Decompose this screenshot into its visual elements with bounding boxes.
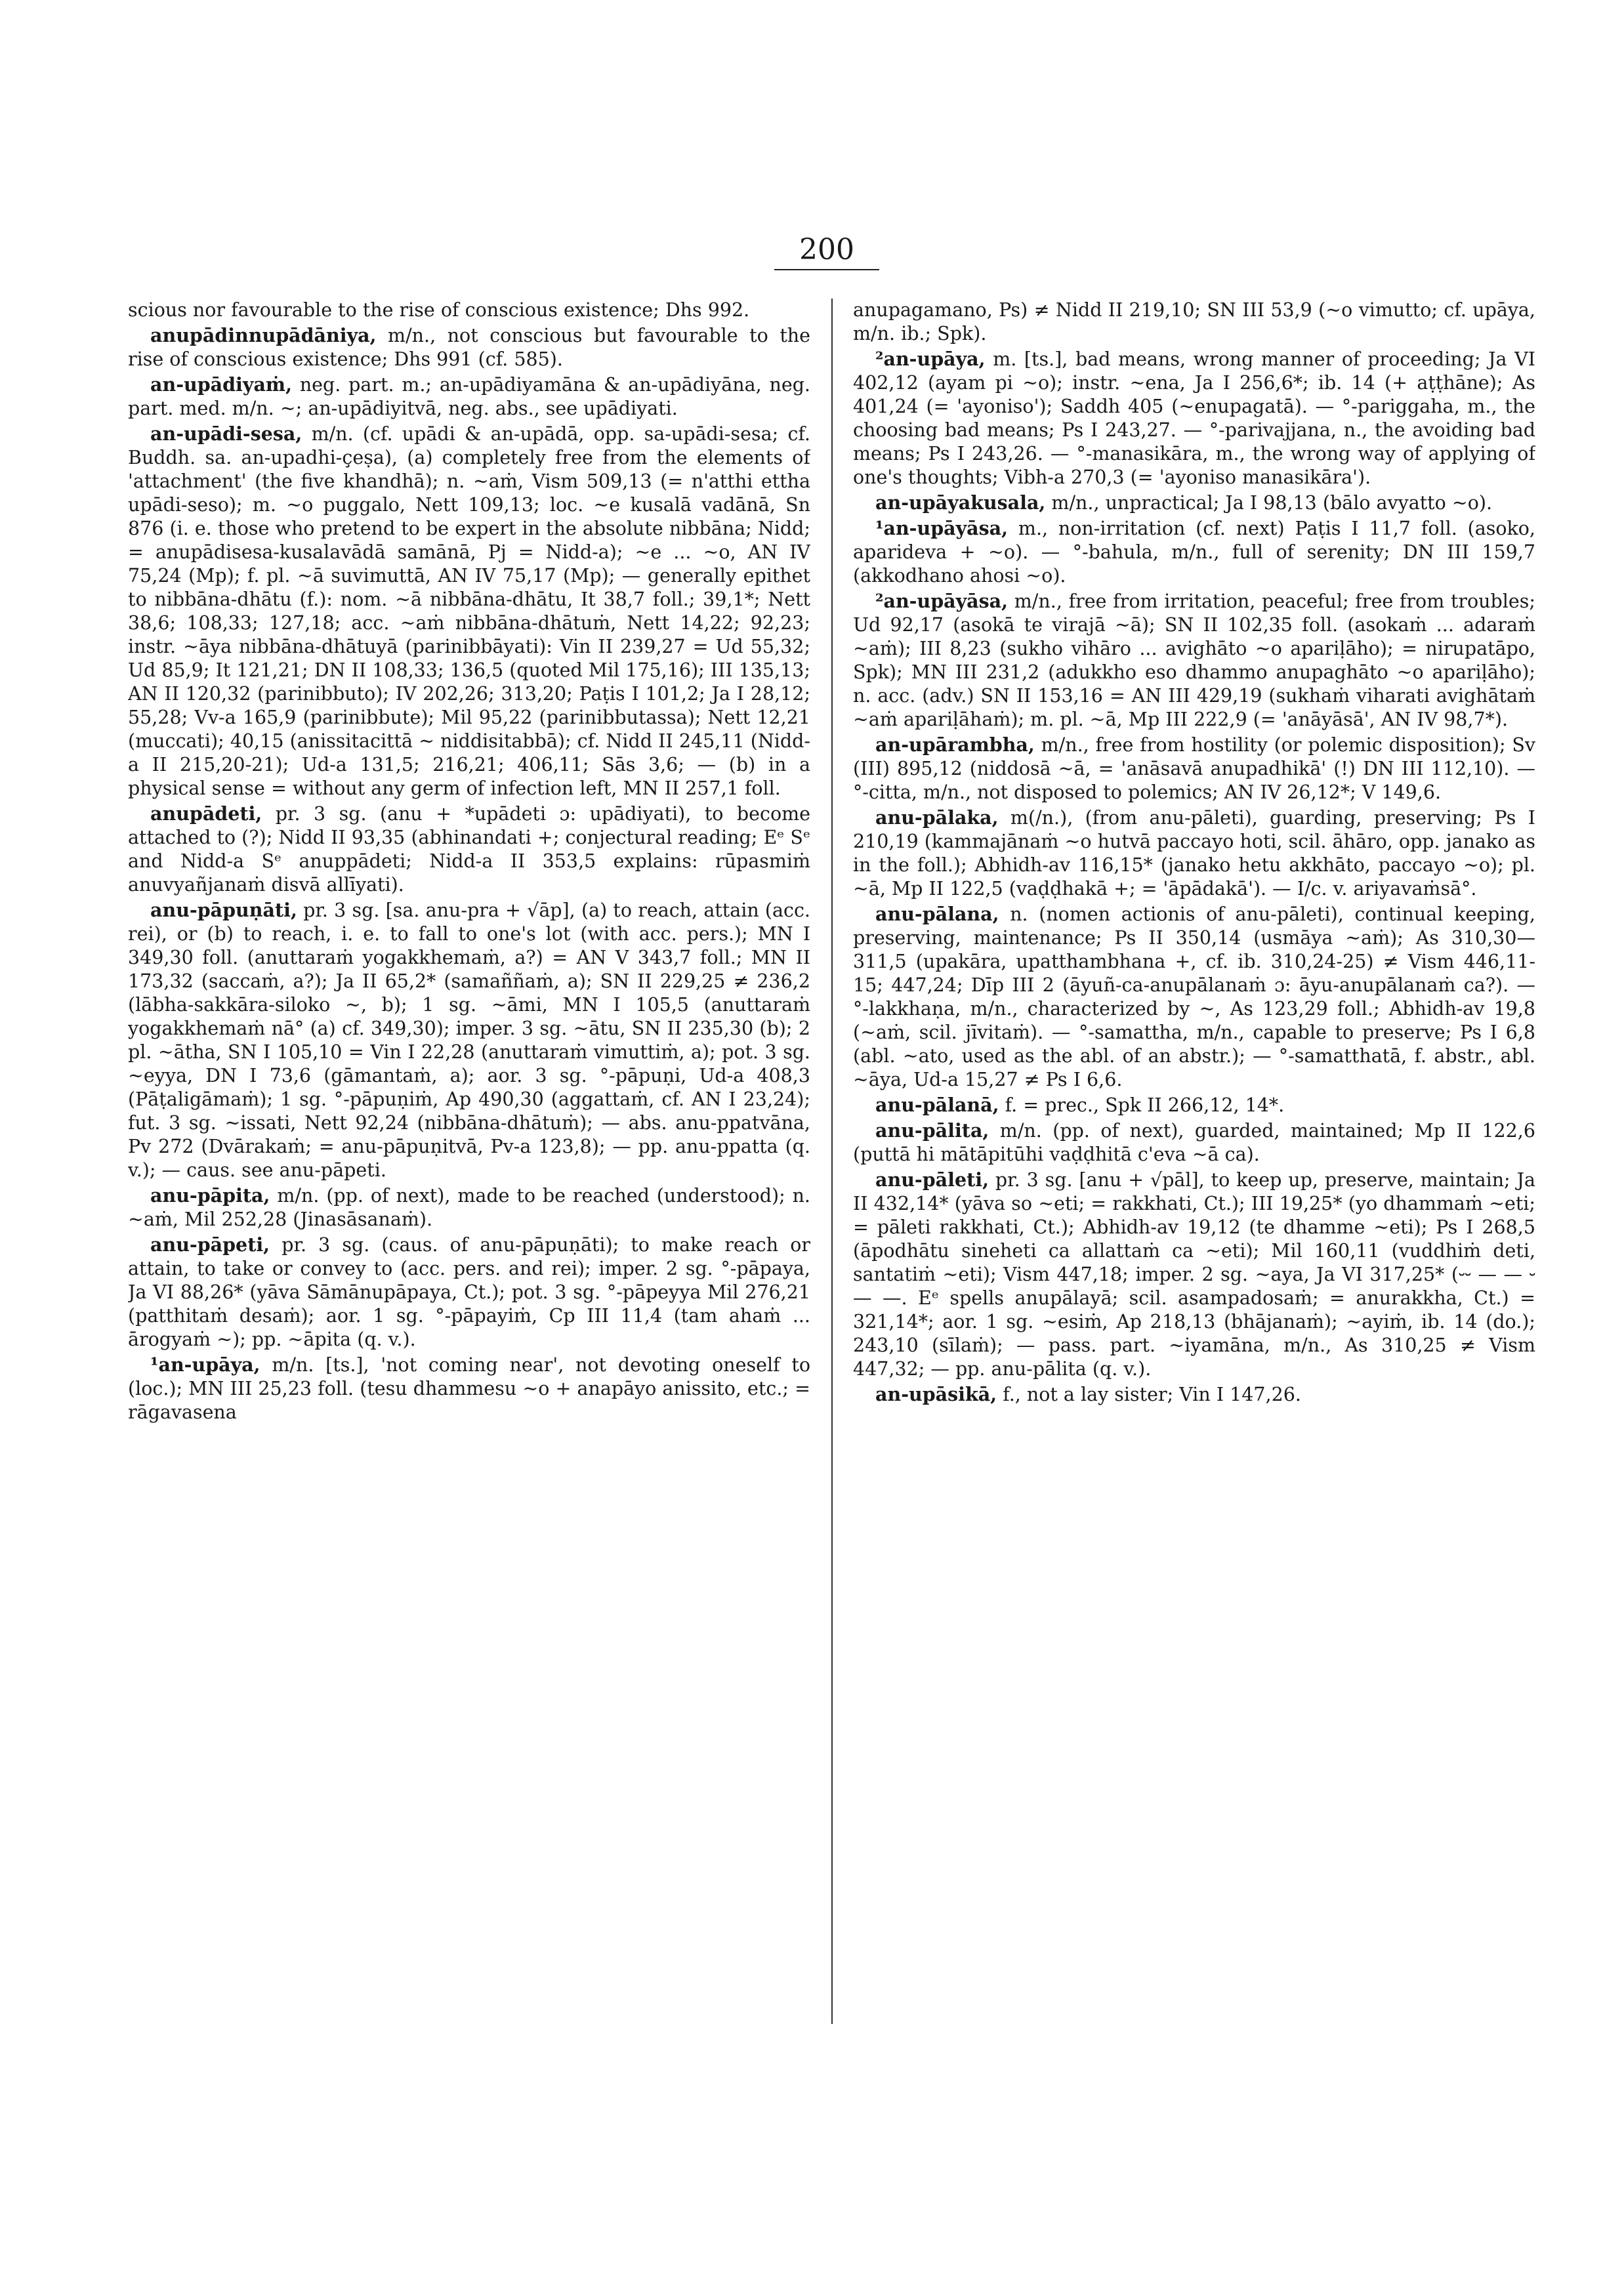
entry-headword: ²an-upāyāsa,	[875, 590, 1009, 612]
entry-text: scious nor favourable to the rise of conscious existence; Dhs 992.	[128, 299, 750, 321]
entry-headword: ¹an-upāya,	[150, 1354, 260, 1376]
entry-text: n. (nomen actionis of anu-pāleti), continual keeping, preserving, maintenance; Ps II 350,14 (usmāya ~aṁ); As 310,30—311,5 (upakāra, upatthambhana +, cf. ib. 310,24-25) ≠ Vism 446,11-15; 447,24; Dīp III 2 (āyuñ-ca-anupālanaṁ ɔ: āyu-anupālanaṁ ca?). — °-lakkhaṇa, m/n., characterized by ~, As 123,29 foll.; Abhidh-av 19,8 (~aṁ, scil. jīvitaṁ). — °-samattha, m/n., capable to preserve; Ps I 6,8 (abl. ~ato, used as the abl. of an abstr.); — °-samatthatā, f. abstr., abl. ~āya, Ud-a 15,27 ≠ Ps I 6,6.	[853, 903, 1535, 1090]
dictionary-entry	[128, 422, 810, 800]
entry-text: m/n. (pp. of next), guarded, maintained; Mp II 122,6 (puttā hi mātāpitūhi vaḍḍhitā c'eva ~ā ca).	[853, 1120, 1535, 1165]
entry-headword: anupādeti,	[150, 802, 262, 825]
entry-text: f., not a lay sister; Vin I 147,26.	[997, 1384, 1301, 1405]
entry-headword: an-upādi-sesa,	[150, 423, 302, 445]
entry-text: pr. 3 sg. (caus. of anu-pāpuṇāti); to make reach or attain, to take or convey to (acc. pers. and rei); imper. 2 sg. °-pāpaya, Ja VI 88,26* (yāva Sāmānupāpaya, Ct.); pot. 3 sg. °-pāpeyya Mil 276,21 (patthitaṁ desaṁ); aor. 1 sg. °-pāpayiṁ, Cp III 11,4 (tam ahaṁ ... ārogyaṁ ~); pp. ~āpita (q. v.).	[128, 1234, 810, 1350]
entry-headword: an-upādiyaṁ,	[150, 373, 292, 396]
dictionary-entry	[128, 1353, 810, 1424]
entry-text: m/n., free from hostility (or polemic disposition); Sv (III) 895,12 (niddosā ~ā, = 'anāsavā anupadhikā' (!) DN III 112,10). — °-citta, m/n., not disposed to polemics; AN IV 26,12*; V 149,6.	[853, 734, 1535, 803]
dictionary-entry	[853, 516, 1535, 588]
entry-text: m/n., free from irritation, peaceful; free from troubles; Ud 92,17 (asokā te virajā ~ā); SN II 102,35 foll. (asokaṁ ... adaraṁ ~aṁ); III 8,23 (sukho vihāro ... avighāto ~o apariḷāho); = nirupatāpo, Spk); MN III 231,2 (adukkho eso dhammo anupaghāto ~o apariḷāho); n. acc. (adv.) SN II 153,16 = AN III 429,19 (sukhaṁ viharati avighātaṁ ~aṁ apariḷāhaṁ); m. pl. ~ā, Mp III 222,9 (= 'anāyāsā', AN IV 98,7*).	[853, 590, 1535, 730]
dictionary-entry	[853, 902, 1535, 1092]
entry-headword: anu-pāpuṇāti,	[150, 899, 297, 921]
entry-text: pr. 3 sg. (anu + *upādeti ɔ: upādiyati), to become attached to (?); Nidd II 93,35 (abhinandati +; conjectural reading; Eᵉ Sᵉ and Nidd-a Sᵉ anuppādeti; Nidd-a II 353,5 explains: rūpasmiṁ anuvyañjanaṁ disvā allīyati).	[128, 803, 810, 896]
entry-headword: anu-pālana,	[875, 903, 999, 925]
entry-headword: anu-pālanā,	[875, 1094, 999, 1116]
entry-headword: anu-pāleti,	[875, 1168, 989, 1191]
dictionary-entry	[853, 491, 1535, 515]
entry-headword: an-upārambha,	[875, 734, 1035, 756]
dictionary-entry	[128, 1233, 810, 1352]
entry-text: m/n., not conscious but favourable to the rise of conscious existence; Dhs 991 (cf. 585).	[128, 325, 810, 370]
entry-headword: anu-pāpita,	[150, 1184, 270, 1207]
entry-text: pr. 3 sg. [anu + √pāl], to keep up, preserve, maintain; Ja II 432,14* (yāva so ~eti; = rakkhati, Ct.); III 19,25* (yo dhammaṁ ~eti; = pāleti rakkhati, Ct.); Abhidh-av 19,12 (te dhamme ~eti); Ps I 268,5 (āpodhātu sineheti ca allattaṁ ca ~eti); Mil 160,11 (vuddhiṁ deti, santatiṁ ~eti); Vism 447,18; imper. 2 sg. ~aya, Ja VI 317,25* (⏑⏑ — — ⏑ — —. Eᵉ spells anupālayā; scil. asampadosaṁ; = anurakkha, Ct.) = 321,14*; aor. 1 sg. ~esiṁ, Ap 218,13 (bhājanaṁ); ~ayiṁ, ib. 14 (do.); 243,10 (sīlaṁ); — pass. part. ~iyamāna, m/n., As 310,25 ≠ Vism 447,32; — pp. anu-pālita (q. v.).	[853, 1169, 1535, 1380]
entry-text: f. = prec., Spk II 266,12, 14*.	[999, 1094, 1285, 1116]
entry-text: m(/n.), (from anu-pāleti), guarding, preserving; Ps I 210,19 (kammajānaṁ ~o hutvā paccayo hoti, scil. āhāro, opp. janako as in the foll.); Abhidh-av 116,15* (janako hetu akkhāto, paccayo ~o); pl. ~ā, Mp II 122,5 (vaḍḍhakā +; = 'āpādakā'). — I/c. v. ariyavaṁsā°.	[853, 807, 1535, 899]
dictionary-entry	[128, 1184, 810, 1231]
dictionary-entry	[128, 898, 810, 1182]
dictionary-entry	[853, 1119, 1535, 1167]
entry-text: m., non-irritation (cf. next) Paṭis I 11,7 foll. (asoko, aparideva + ~o). — °-bahula, m/n., full of serenity; DN III 159,7 (akkodhano ahosi ~o).	[853, 518, 1535, 587]
entry-headword: ²an-upāya,	[875, 348, 986, 370]
entry-headword: an-upāsikā,	[875, 1383, 997, 1405]
entry-text: anupagamano, Ps) ≠ Nidd II 219,10; SN III 53,9 (~o vimutto; cf. upāya, m/n. ib.; Spk).	[853, 299, 1535, 344]
dictionary-entry	[128, 299, 810, 322]
entry-headword: anu-pālaka,	[875, 806, 999, 829]
entry-text: m/n., unpractical; Ja I 98,13 (bālo avyatto ~o).	[1045, 492, 1493, 514]
dictionary-entry	[853, 806, 1535, 901]
entry-text: m. [ts.], bad means, wrong manner of proceeding; Ja VI 402,12 (ayam pi ~o); instr. ~ena, Ja I 256,6*; ib. 14 (+ aṭṭhāne); As 401,24 (= 'ayoniso'); Saddh 405 (~enupagatā). — °-pariggaha, m., the choosing bad means; Ps I 243,27. — °-parivajjana, n., the avoiding bad means; Ps I 243,26. — °-manasikāra, m., the wrong way of applying of one's thoughts; Vibh-a 270,3 (= 'ayoniso manasikāra').	[853, 348, 1535, 488]
dictionary-entry	[853, 589, 1535, 732]
entry-text: neg. part. m.; an-upādiyamāna & an-upādiyāna, neg. part. med. m/n. ~; an-upādiyitvā, neg. abs., see upādiyati.	[128, 374, 810, 419]
dictionary-entry	[128, 802, 810, 897]
page-number-rule	[774, 269, 879, 270]
dictionary-entry	[853, 1382, 1535, 1407]
entry-text: m/n. (pp. of next), made to be reached (understood); n. ~aṁ, Mil 252,28 (Jinasāsanaṁ).	[128, 1185, 810, 1230]
dictionary-entry	[853, 733, 1535, 804]
entry-headword: anu-pāpeti,	[150, 1233, 270, 1256]
entry-text: m/n. (cf. upādi & an-upādā, opp. sa-upādi-sesa; cf. Buddh. sa. an-upadhi-çeṣa), (a) completely free from the elements of 'attachment' (the five khandhā); n. ~aṁ, Vism 509,13 (= n'atthi ettha upādi-seso); m. ~o puggalo, Nett 109,13; loc. ~e kusalā vadānā, Sn 876 (i. e. those who pretend to be expert in the absolute nibbāna; Nidd; = anupādisesa-kusalavādā samānā, Pj = Nidd-a); ~e ... ~o, AN IV 75,24 (Mp); f. pl. ~ā suvimuttā, AN IV 75,17 (Mp); — generally epithet to nibbāna-dhātu (f.): nom. ~ā nibbāna-dhātu, It 38,7 foll.; 39,1*; Nett 38,6; 108,33; 127,18; acc. ~aṁ nibbāna-dhātuṁ, Nett 14,22; 92,23; instr. ~āya nibbāna-dhātuyā (parinibbāyati): Vin II 239,27 = Ud 55,32; Ud 85,9; It 121,21; DN II 108,33; 136,5 (quoted Mil 175,16); III 135,13; AN II 120,32 (parinibbuto); IV 202,26; 313,20; Paṭis I 101,2; Ja I 28,12; 55,28; Vv-a 165,9 (parinibbute); Mil 95,22 (parinibbutassa); Nett 12,21 (muccati); 40,15 (anissitacittā ~ niddisitabbā); cf. Nidd II 245,11 (Nidd-a II 215,20-21); Ud-a 131,5; 216,21; 406,11; Sās 3,6; — (b) in a physical sense = without any germ of infection left, MN II 257,1 foll.	[128, 423, 810, 799]
right-column	[853, 299, 1535, 2175]
entry-headword: anu-pālita,	[875, 1119, 989, 1142]
dictionary-entry	[128, 373, 810, 421]
left-column	[128, 299, 810, 2175]
dictionary-entry	[853, 299, 1535, 346]
entry-headword: anupādinnupādāniya,	[150, 324, 377, 346]
entry-headword: ¹an-upāyāsa,	[875, 517, 1009, 539]
dictionary-entry	[128, 323, 810, 371]
page-number: 200	[799, 233, 854, 266]
dictionary-entry	[853, 347, 1535, 489]
column-divider	[831, 299, 833, 2024]
entry-text: m/n. [ts.], 'not coming near', not devoting oneself to (loc.); MN III 25,23 foll. (tesu dhammesu ~o + anapāyo anissito, etc.; = rāgavasena	[128, 1354, 810, 1423]
dictionary-entry	[853, 1168, 1535, 1381]
entry-headword: an-upāyakusala,	[875, 491, 1046, 514]
dictionary-entry	[853, 1093, 1535, 1117]
entry-text: pr. 3 sg. [sa. anu-pra + √āp], (a) to reach, attain (acc. rei), or (b) to reach, i. e. to fall to one's lot (with acc. pers.); MN I 349,30 foll. (anuttaraṁ yogakkhemaṁ, a?) = AN V 343,7 foll.; MN II 173,32 (saccaṁ, a?); Ja II 65,2* (samaññaṁ, a); SN II 229,25 ≠ 236,2 (lābha-sakkāra-siloko ~, b); 1 sg. ~āmi, MN I 105,5 (anuttaraṁ yogakkhemaṁ nā° (a) cf. 349,30); imper. 3 sg. ~ātu, SN II 235,30 (b); 2 pl. ~ātha, SN I 105,10 = Vin I 22,28 (anuttaraṁ vimuttiṁ, a); pot. 3 sg. ~eyya, DN I 73,6 (gāmantaṁ, a); aor. 3 sg. °-pāpuṇi, Ud-a 408,3 (Pāṭaligāmaṁ); 1 sg. °-pāpuṇiṁ, Ap 490,30 (aggattaṁ, cf. AN I 23,24); fut. 3 sg. ~issati, Nett 92,24 (nibbāna-dhātuṁ); — abs. anu-ppatvāna, Pv 272 (Dvārakaṁ; = anu-pāpuṇitvā, Pv-a 123,8); — pp. anu-ppatta (q. v.); — caus. see anu-pāpeti.	[128, 899, 810, 1181]
